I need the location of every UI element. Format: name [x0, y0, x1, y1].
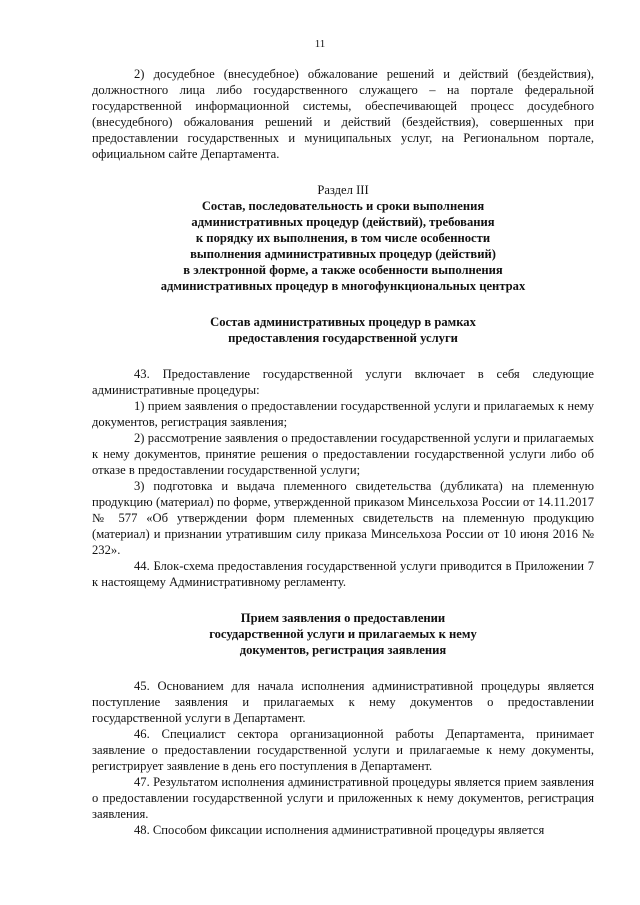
- subsection-title-line: Прием заявления о предоставлении: [240, 611, 446, 625]
- page-number: 11: [314, 38, 326, 50]
- paragraph-44: 44. Блок-схема предоставления государственной услуги приводится в Приложении 7 к настоящему Административному регламенту.: [92, 559, 594, 589]
- section-title-line: в электронной форме, а также особенности выполнения: [183, 263, 503, 277]
- paragraph-48: 48. Способом фиксации исполнения административной процедуры является: [134, 823, 545, 837]
- subsection-title-composition: [92, 314, 594, 346]
- section-label: Раздел III: [317, 183, 369, 197]
- section-title-line: выполнения административных процедур (действий): [190, 247, 496, 261]
- subsection-title-application: [92, 610, 594, 658]
- section-title: [92, 198, 594, 294]
- document-body: [92, 66, 594, 838]
- list-item-1: 1) прием заявления о предоставлении государственной услуги и прилагаемых к нему документов, регистрация заявления;: [92, 399, 594, 429]
- subsection-title-line: Состав административных процедур в рамках: [210, 315, 476, 329]
- section-title-line: Состав, последовательность и сроки выполнения: [201, 199, 485, 213]
- section-title-line: к порядку их выполнения, в том числе особенности: [195, 231, 491, 245]
- list-item-3: 3) подготовка и выдача племенного свидетельства (дубликата) на племенную продукцию (материал) по форме, утвержденной приказом Минсельхоза России от 14.11.2017 № 577 «Об утверждении форм племенных свидетельств на племенную продукцию (материал) и признании утратившим силу приказа Минсельхоза России от 10 июня 2016 № 232».: [92, 479, 594, 557]
- paragraph-46: 46. Специалист сектора организационной работы Департамента, принимает заявление о предоставлении государственной услуги и прилагаемые к нему документы, регистрирует заявление в день его поступления в Департамент.: [92, 727, 594, 773]
- subsection-title-line: государственной услуги и прилагаемых к нему: [209, 627, 477, 641]
- intro-paragraph: 2) досудебное (внесудебное) обжалование решений и действий (бездействия), должностного лица либо государственного служащего – на портале федеральной государственной информационной системы, обеспечивающей процесс досудебного (внесудебного) обжалования решений и действий (бездействия), совершенных при предоставлении государственных и муниципальных услуг, на Региональном портале, официальном сайте Департамента.: [92, 67, 594, 161]
- paragraph-45: 45. Основанием для начала исполнения административной процедуры является поступление заявления и прилагаемых к нему документов о предоставлении государственной услуги в Департамент.: [92, 679, 594, 725]
- subsection-title-line: предоставления государственной услуги: [228, 331, 458, 345]
- subsection-title-line: документов, регистрация заявления: [239, 643, 447, 657]
- paragraph-43: 43. Предоставление государственной услуги включает в себя следующие административные процедуры:: [92, 367, 594, 397]
- list-item-2: 2) рассмотрение заявления о предоставлении государственной услуги и прилагаемых к нему документов, принятие решения о предоставлении государственной услуги либо об отказе в предоставлении государственной услуги;: [92, 431, 594, 477]
- section-title-line: административных процедур (действий), требования: [191, 215, 495, 229]
- section-title-line: административных процедур в многофункциональных центрах: [160, 279, 526, 293]
- paragraph-47: 47. Результатом исполнения административной процедуры является прием заявления о предоставлении государственной услуги и приложенных к нему документов, регистрация заявления.: [92, 775, 594, 821]
